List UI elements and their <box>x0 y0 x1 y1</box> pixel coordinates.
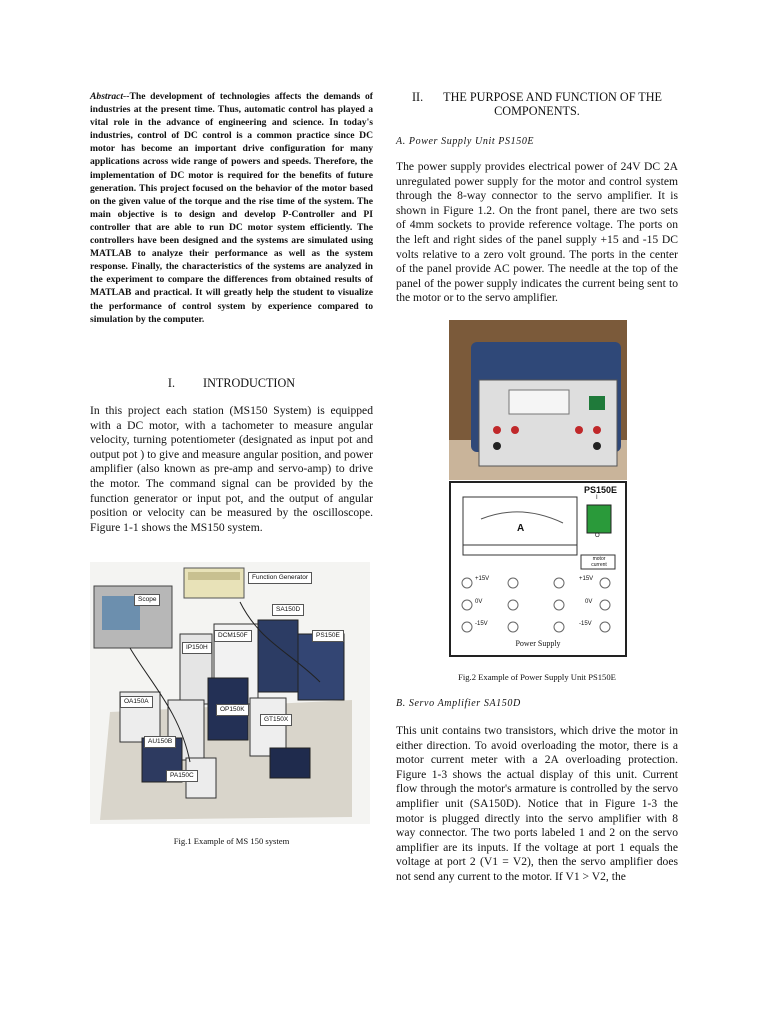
fig1-label-sa150d: SA150D <box>272 604 304 616</box>
fig1-label-gt150x: GT150X <box>260 714 292 726</box>
fig2-caption: Fig.2 Example of Power Supply Unit PS150E <box>458 672 616 682</box>
fig2-minus15-left: -15V <box>475 621 488 627</box>
power-supply-paragraph: The power supply provides electrical power of 24V DC 2A unregulated power supply for the motor and control system through the 8-way connector to the servo amplifier. It is shown in Figure 1.2. On the front panel, there are two sets of 4mm sockets to provide reference voltage. The ports on the left and right sides of the panel supply +15 and -15 DC volts relative to a zero volt ground. The ports in the center of the panel provide AC power. The needle at the top of the panel of the power supply indicates the current being sent to the motor or to the servo amplifier. <box>396 160 678 305</box>
fig2-switch-on-mark: I <box>596 495 598 501</box>
fig1-label-ps150e: PS150E <box>312 630 344 642</box>
power-supply-photo <box>449 320 627 480</box>
abstract <box>90 90 373 326</box>
fig1-label-oa150a: OA150A <box>120 696 153 708</box>
section-2-number: II. <box>411 90 424 104</box>
section-1-number: I. <box>167 376 176 390</box>
section-2-heading <box>396 90 678 118</box>
fig2-meter-letter: A <box>517 523 525 534</box>
fig2-zero-right: 0V <box>585 599 593 605</box>
fig2-panel-label: Power Supply <box>515 639 561 648</box>
abstract-text: The development of technologies affects the demands of industries at the present time. Thus, automatic control has played a vital role in the advance of engineering and science. In today's industries, control of DC control is a common practice since DC motor has become an important drive configuration for many applications across wide range of powers and speeds. Therefore, the implementation of DC motor is required for the benefits of future generation. This project focused on the behavior of the motor based on the given value of the torque and the rise time of the system. The main objective is to design and develop P-Controller and PI controller that are able to run DC motor system efficiently. The controllers have been designed and the systems are simulated using MATLAB to analyze their performance as well as the system response. Finally, the characteristics of the systems are analyzed in the experiment to compare the differences from obtained results of MATLAB and practical. It will greatly help the student to visualize the performance of control system by experience compared to simulation by the computer. <box>90 91 373 325</box>
servo-amplifier-paragraph: This unit contains two transistors, which drive the motor in either direction. To avoid overloading the motor, there is a motor current meter with a 2A overloading protection. Figure 1-3 shows the actual display of this unit. Current flow through the motor's armature is controlled by the servo amplifier unit (SA150D). Notice that in Figure 1-3 the motor is plugged directly into the servo amplifier with 8 way connector. The two ports labeled 1 and 2 on the servo amplifier are its inputs. If the voltage at port 1 equals the voltage at port 2 (V1 = V2), then the servo amplifier does not send any current to the motor. If V1 > V2, the <box>396 724 678 883</box>
subsection-b-heading: B. Servo Amplifier SA150D <box>396 698 521 709</box>
fig2-plus15-right: +15V <box>579 576 594 582</box>
ms150-system-photo <box>90 562 370 824</box>
fig1-label-function-generator: Function Generator <box>248 572 312 584</box>
fig2-zero-left: 0V <box>475 599 483 605</box>
fig1-label-au150b: AU150B <box>144 736 176 748</box>
abstract-lead: Abstract-- <box>90 91 130 102</box>
power-supply-panel-diagram <box>449 481 627 657</box>
fig1-label-ip150h: IP150H <box>182 642 212 654</box>
fig2-motor-current-label: motor current <box>591 556 607 568</box>
section-1-title: INTRODUCTION <box>203 376 296 390</box>
section-2-title: THE PURPOSE AND FUNCTION OF THE COMPONENTS. <box>443 90 662 118</box>
fig1-caption: Fig.1 Example of MS 150 system <box>173 836 290 846</box>
introduction-paragraph: In this project each station (MS150 System) is equipped with a DC motor, with a tachometer to measure angular velocity, turning potentiometer (designated as input pot and output pot ) to give and measure angular position, and power amplifier (also known as pre-amp and servo-amp) to drive the motor. The command signal can be provided by the function generator or input pot, and the output of angular position or velocity can be measured by the oscilloscope. Figure 1-1 shows the MS150 system. <box>90 404 373 534</box>
fig1-label-op150k: OP150K <box>216 704 249 716</box>
subsection-a-heading: A. Power Supply Unit PS150E <box>396 136 535 147</box>
fig2-switch-off-mark: O <box>595 533 600 539</box>
fig1-label-dcm150f: DCM150F <box>214 630 252 642</box>
fig1-label-scope: Scope <box>134 594 160 606</box>
section-1-heading <box>90 376 373 390</box>
fig1-label-pa150c: PA150C <box>166 770 198 782</box>
fig2-minus15-right: -15V <box>579 621 592 627</box>
fig2-unit-title: PS150E <box>583 485 617 495</box>
fig2-plus15-left: +15V <box>475 576 490 582</box>
